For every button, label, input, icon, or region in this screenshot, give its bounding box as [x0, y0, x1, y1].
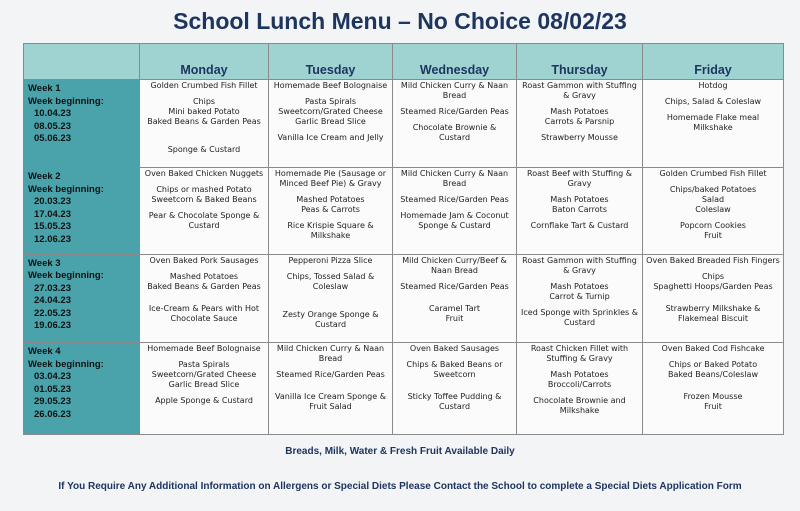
menu-item: Hotdog	[698, 81, 728, 90]
week-date: 12.06.23	[34, 233, 71, 245]
menu-item: Homemade Beef Bolognaise	[147, 344, 261, 354]
menu-cell-monday	[140, 168, 269, 254]
week-row	[24, 343, 784, 435]
week-label-cell	[24, 168, 140, 254]
week-date: 08.05.23	[34, 120, 71, 132]
menu-item: Carrot & Turnip	[549, 291, 610, 301]
menu-cell-thursday	[517, 80, 643, 168]
menu-cell-friday	[643, 254, 784, 342]
week-date: 20.03.23	[34, 196, 71, 208]
week-date: 03.04.23	[34, 371, 71, 383]
menu-cell-wednesday	[393, 168, 517, 254]
day-header-friday: Friday	[643, 44, 784, 80]
menu-item: Garlic Bread Slice	[295, 117, 366, 126]
menu-item: Homemade Flake meal	[666, 113, 760, 122]
menu-item: Broccoli/Carrots	[547, 380, 612, 390]
week-row	[24, 254, 784, 342]
menu-cell-monday	[140, 343, 269, 435]
menu-item: Homemade Jam & Coconut Sponge & Custard	[400, 211, 509, 231]
menu-item: Homemade Beef Bolognaise	[273, 81, 388, 90]
menu-item: Rice Krispie Square & Milkshake	[287, 221, 374, 241]
day-header-wednesday: Wednesday	[393, 44, 517, 80]
menu-item: Oven Baked Sausages	[409, 344, 500, 354]
menu-item: Baked Beans/Coleslaw	[668, 370, 758, 380]
menu-item: Mashed Potatoes	[296, 195, 365, 205]
day-header-tuesday: Tuesday	[269, 44, 393, 80]
week-label-cell	[24, 343, 140, 435]
menu-item: Apple Sponge & Custard	[155, 396, 253, 406]
day-header-row	[24, 44, 784, 80]
week-number: Week 1	[28, 83, 61, 94]
menu-item: Fruit	[445, 313, 464, 323]
menu-item: Milkshake	[693, 123, 733, 132]
week-date: 24.04.23	[34, 295, 71, 307]
menu-item: Homemade Pie (Sausage or Minced Beef Pie) & Gravy	[274, 169, 387, 189]
menu-item: Chips/baked Potatoes	[669, 185, 757, 195]
week-date: 01.05.23	[34, 383, 71, 395]
menu-item: Spaghetti Hoops/Garden Peas	[653, 281, 773, 291]
menu-item: Mashed Potatoes	[169, 271, 239, 281]
menu-item: Baked Beans & Garden Peas	[147, 117, 261, 126]
header-corner	[24, 44, 140, 80]
menu-item: Roast Gammon with Stuffing & Gravy	[522, 81, 637, 100]
menu-cell-monday	[140, 254, 269, 342]
menu-item: Garlic Bread Slice	[168, 380, 240, 390]
menu-cell-thursday	[517, 168, 643, 254]
week-beginning-label: Week beginning:	[28, 95, 104, 107]
menu-item: Mild Chicken Curry & Naan Bread	[400, 169, 509, 189]
page-title: School Lunch Menu – No Choice 08/02/23	[173, 8, 627, 34]
menu-item: Oven Baked Cod Fishcake	[661, 344, 765, 354]
week-beginning-label: Week beginning:	[28, 270, 104, 282]
menu-item: Roast Gammon with Stuffing & Gravy	[522, 255, 637, 275]
menu-item: Oven Baked Chicken Nuggets	[144, 169, 264, 179]
week-date: 05.06.23	[34, 133, 71, 144]
menu-cell-friday	[643, 80, 784, 168]
menu-item: Sticky Toffee Pudding & Custard	[407, 392, 502, 412]
menu-item: Popcorn Cookies	[680, 221, 746, 231]
week-date: 15.05.23	[34, 221, 71, 233]
menu-item: Baked Beans & Garden Peas	[147, 281, 261, 291]
menu-item: Chips & Baked Beans or Sweetcorn	[406, 360, 503, 380]
menu-item: Roast Chicken Fillet with Stuffing & Gravy	[530, 344, 629, 364]
week-label-cell	[24, 254, 140, 342]
menu-item: Strawberry Mousse	[541, 133, 618, 142]
menu-item: Steamed Rice/Garden Peas	[276, 370, 385, 380]
week-beginning-label: Week beginning:	[28, 358, 104, 370]
menu-item: Ice-Cream & Pears with Hot Chocolate Sauce	[148, 303, 260, 323]
menu-item: Chips, Salad & Coleslaw	[664, 97, 762, 106]
week-date: 29.05.23	[34, 396, 71, 408]
menu-item: Iced Sponge with Sprinkles & Custard	[521, 307, 638, 327]
week-date: 17.04.23	[34, 208, 71, 220]
menu-item: Chips, Tossed Salad & Coleslaw	[286, 271, 375, 291]
menu-item: Chips	[192, 97, 216, 106]
menu-item: Sweetcorn & Baked Beans	[151, 195, 257, 205]
menu-item: Mash Potatoes	[550, 195, 609, 205]
menu-cell-wednesday	[393, 254, 517, 342]
week-row	[24, 80, 784, 168]
menu-item: Mash Potatoes	[550, 107, 609, 116]
menu-item: Mash Potatoes	[550, 370, 609, 380]
menu-item: Mild Chicken Curry/Beef & Naan Bread	[402, 255, 507, 275]
menu-item: Caramel Tart	[428, 303, 481, 313]
menu-item: Sponge & Custard	[167, 145, 241, 154]
menu-item: Mash Potatoes	[550, 281, 609, 291]
day-header-thursday: Thursday	[517, 44, 643, 80]
menu-cell-thursday	[517, 343, 643, 435]
menu-item: Mild Chicken Curry & Naan Bread	[400, 81, 509, 100]
menu-item: Carrots & Parsnip	[544, 117, 615, 126]
menu-item: Chocolate Brownie and Milkshake	[533, 396, 626, 416]
menu-item: Roast Beef with Stuffing & Gravy	[527, 169, 632, 189]
menu-cell-friday	[643, 343, 784, 435]
menu-item: Peas & Carrots	[301, 205, 360, 215]
menu-item: Frozen Mousse	[683, 392, 743, 402]
menu-cell-tuesday	[269, 80, 393, 168]
week-row	[24, 168, 784, 254]
menu-item: Coleslaw	[695, 205, 731, 215]
menu-item: Vanilla Ice Cream Sponge & Fruit Salad	[275, 392, 386, 412]
menu-item: Steamed Rice/Garden Peas	[400, 195, 509, 205]
menu-item: Fruit	[704, 402, 722, 412]
menu-item: Mild Chicken Curry & Naan Bread	[276, 344, 385, 364]
menu-item: Oven Baked Pork Sausages	[149, 255, 259, 265]
menu-item: Fruit	[704, 231, 722, 241]
menu-item: Salad	[701, 195, 725, 205]
week-number: Week 4	[28, 346, 61, 358]
menu-item: Sweetcorn/Grated Cheese	[278, 107, 383, 116]
menu-item: Chips or Baked Potato	[668, 360, 758, 370]
week-date: 26.06.23	[34, 408, 71, 420]
menu-item: Golden Crumbed Fish Fillet	[150, 81, 258, 90]
menu-item: Chips or mashed Potato	[156, 185, 252, 195]
menu-item: Mini baked Potato	[168, 107, 240, 116]
week-beginning-label: Week beginning:	[28, 183, 104, 195]
week-date: 27.03.23	[34, 282, 71, 294]
daily-availability-note: Breads, Milk, Water & Fresh Fruit Available Daily	[285, 446, 515, 457]
menu-item: Pepperoni Pizza Slice	[288, 255, 373, 265]
menu-cell-wednesday	[393, 80, 517, 168]
menu-item: Steamed Rice/Garden Peas	[400, 281, 509, 291]
menu-item: Baton Carrots	[552, 205, 607, 215]
week-date: 19.06.23	[34, 320, 71, 332]
menu-item: Golden Crumbed Fish Fillet	[659, 169, 767, 179]
menu-item: Pasta Spirals	[304, 97, 357, 106]
menu-item: Zesty Orange Sponge & Custard	[282, 309, 379, 329]
menu-item: Pear & Chocolate Sponge & Custard	[148, 211, 260, 231]
lunch-menu-table	[23, 43, 784, 435]
day-header-monday: Monday	[140, 44, 269, 80]
menu-item: Chocolate Brownie & Custard	[412, 123, 497, 142]
week-label-cell	[24, 80, 140, 168]
menu-item: Sweetcorn/Grated Cheese	[151, 370, 257, 380]
week-number: Week 3	[28, 257, 61, 269]
week-date: 10.04.23	[34, 108, 71, 119]
menu-cell-tuesday	[269, 343, 393, 435]
week-date: 22.05.23	[34, 307, 71, 319]
menu-item: Cornflake Tart & Custard	[530, 221, 629, 231]
menu-cell-thursday	[517, 254, 643, 342]
menu-item: Oven Baked Breaded Fish Fingers	[646, 255, 780, 265]
menu-item: Vanilla Ice Cream and Jelly	[277, 133, 384, 142]
menu-cell-friday	[643, 168, 784, 254]
menu-item: Pasta Spirals	[178, 360, 230, 370]
menu-item: Strawberry Milkshake & Flakemeal Biscuit	[665, 303, 761, 323]
menu-item: Steamed Rice/Garden Peas	[400, 107, 509, 116]
menu-cell-tuesday	[269, 168, 393, 254]
menu-item: Chips	[701, 271, 725, 281]
menu-cell-monday	[140, 80, 269, 168]
week-number: Week 2	[28, 171, 61, 183]
special-diets-note: If You Require Any Additional Information on Allergens or Special Diets Please Contact the School to complete a Special Diets Application Form	[58, 481, 742, 492]
menu-cell-wednesday	[393, 343, 517, 435]
menu-cell-tuesday	[269, 254, 393, 342]
